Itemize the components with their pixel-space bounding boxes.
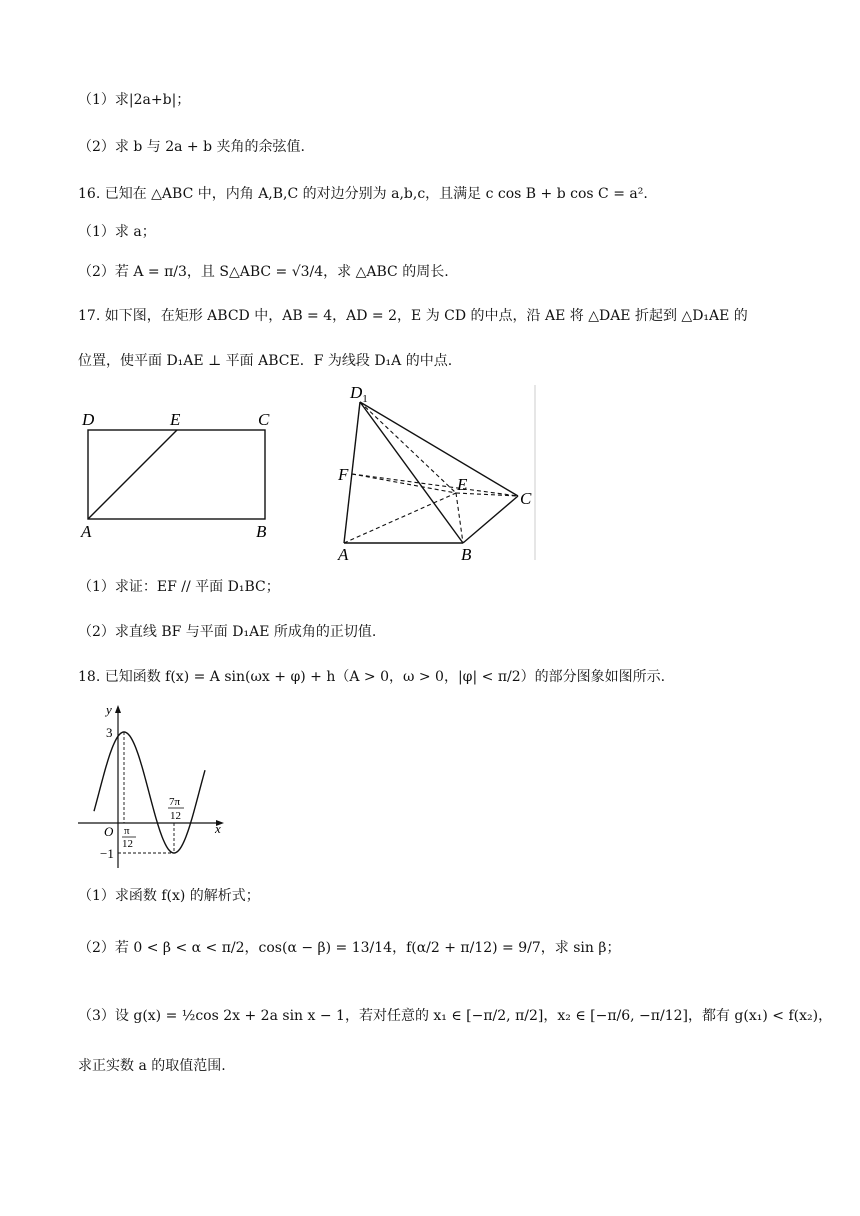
q16-part1: （1）求 a； bbox=[78, 224, 156, 240]
label-f: F bbox=[338, 465, 349, 484]
q18-part3-continued: 求正实数 a 的取值范围. bbox=[78, 1058, 226, 1074]
label-pi-12-num: π bbox=[124, 825, 130, 837]
q15-part1: （1）求|2a+b|； bbox=[78, 92, 191, 108]
label-pi-12-den: 12 bbox=[122, 838, 133, 850]
y-axis-arrow bbox=[115, 705, 121, 713]
q17-part2: （2）求直线 BF 与平面 D₁AE 所成角的正切值. bbox=[78, 624, 377, 640]
label-y-min: −1 bbox=[100, 846, 114, 861]
edge-fe-dashed bbox=[352, 474, 456, 493]
q16-part2: （2）若 A = π/3，且 S△ABC = √3/4，求 △ABC 的周长. bbox=[78, 264, 449, 280]
label-x: x bbox=[215, 821, 221, 836]
label-y-max: 3 bbox=[106, 725, 113, 740]
label-b: B bbox=[256, 522, 267, 541]
q18-stem: 18. 已知函数 f(x) = A sin(ωx + φ) + h（A > 0，ω > 0，|φ| < π/2）的部分图象如图所示. bbox=[78, 669, 666, 685]
label-e-solid: E bbox=[457, 475, 468, 494]
q17-part1: （1）求证：EF // 平面 D₁BC； bbox=[78, 579, 280, 595]
q17-stem-line1: 17. 如下图，在矩形 ABCD 中，AB = 4，AD = 2，E 为 CD 的中点，沿 AE 将 △DAE 折起到 △D₁AE 的 bbox=[78, 308, 748, 324]
label-a: A bbox=[81, 522, 92, 541]
q18-part1: （1）求函数 f(x) 的解析式； bbox=[78, 888, 260, 904]
label-c: C bbox=[258, 410, 270, 429]
label-7pi-12-den: 12 bbox=[170, 810, 181, 822]
folded-solid-figure bbox=[330, 380, 545, 565]
q18-part2: （2）若 0 < β < α < π/2，cos(α − β) = 13/14，f(α/2 + π/12) = 9/7，求 sin β； bbox=[78, 940, 621, 956]
function-graph bbox=[78, 700, 238, 875]
edge-fc-dashed bbox=[352, 474, 518, 496]
edge-bc bbox=[463, 496, 518, 543]
rectangle-abcd bbox=[88, 430, 265, 519]
edge-d1b bbox=[360, 402, 463, 543]
q16-stem: 16. 已知在 △ABC 中，内角 A,B,C 的对边分别为 a,b,c，且满足 c cos B + b cos C = a². bbox=[78, 186, 648, 202]
label-7pi-12-num: 7π bbox=[169, 796, 181, 808]
label-a-solid: A bbox=[338, 545, 349, 564]
segment-ae bbox=[88, 430, 177, 519]
q15-part2: （2）求 b 与 2a + b 夹角的余弦值. bbox=[78, 139, 305, 155]
edge-ae-dashed bbox=[344, 493, 456, 543]
edge-d1c bbox=[360, 402, 518, 496]
label-c-solid: C bbox=[520, 489, 532, 508]
rectangle-figure bbox=[78, 405, 288, 545]
edge-d1e-dashed bbox=[360, 402, 456, 493]
label-y: y bbox=[106, 702, 112, 717]
q18-part3: （3）设 g(x) = ½cos 2x + 2a sin x − 1，若对任意的 x₁ ∈ [−π/2, π/2]，x₂ ∈ [−π/6, −π/12]，都有 g(x₁) < f(x₂)， bbox=[78, 1008, 833, 1024]
label-e: E bbox=[170, 410, 181, 429]
label-b-solid: B bbox=[461, 545, 472, 564]
label-d1: $D_1$ bbox=[350, 383, 368, 405]
label-origin: O bbox=[104, 824, 114, 839]
q17-stem-line2: 位置，使平面 D₁AE ⊥ 平面 ABCE．F 为线段 D₁A 的中点. bbox=[78, 353, 453, 369]
label-d: D bbox=[82, 410, 95, 429]
